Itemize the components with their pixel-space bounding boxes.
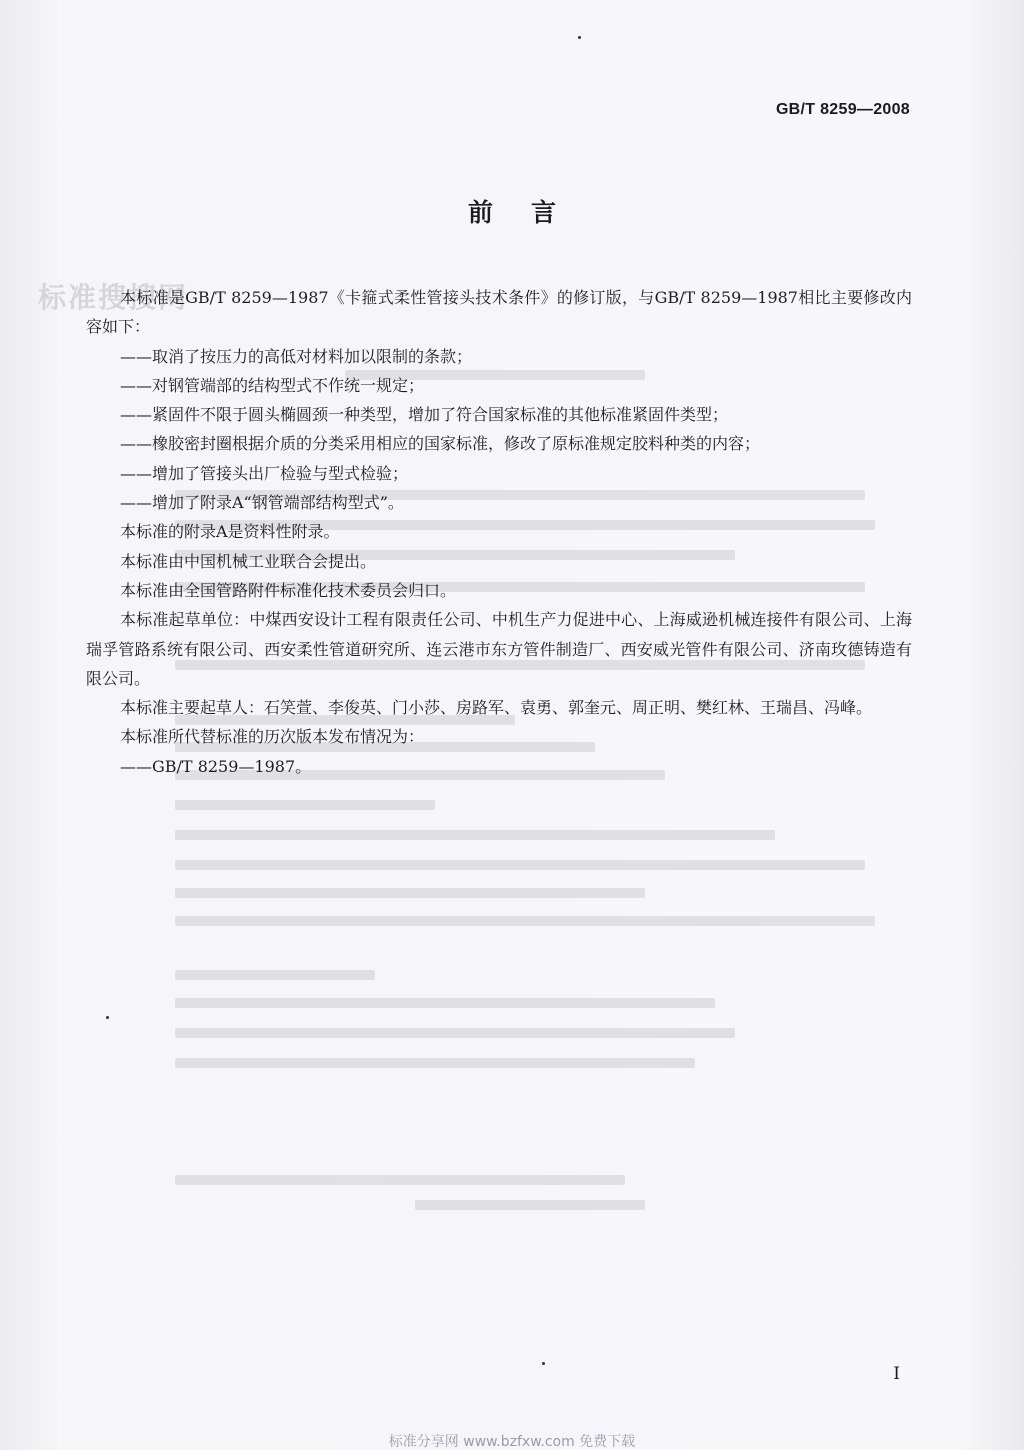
paragraph-history-intro: 本标准所代替标准的历次版本发布情况为：: [120, 727, 425, 747]
paragraph-committee: 本标准由全国管路附件标准化技术委员会归口。: [120, 580, 457, 600]
page-title: 前言: [467, 198, 594, 227]
change-item: ——取消了按压力的高低对材料加以限制的条款；: [120, 346, 473, 366]
page-number: I: [893, 1364, 900, 1384]
paragraph-intro: 本标准是GB/T 8259—1987《卡箍式柔性管接头技术条件》的修订版，与GB/T 8259—1987相比主要修改内容如下：: [86, 288, 912, 337]
change-item: ——对钢管端部的结构型式不作统一规定；: [120, 375, 425, 395]
footer-source-text: 标准分享网 www.bzfxw.com 免费下载: [388, 1434, 636, 1450]
foreword-body: [86, 283, 912, 781]
paragraph-drafting-units: 本标准起草单位：中煤西安设计工程有限责任公司、中机生产力促进中心、上海威逊机械连接件有限公司、上海瑞孚管路系统有限公司、西安柔性管道研究所、连云港市东方管件制造厂、西安威光管件有限公司、济南玫德铸造有限公司。: [86, 610, 912, 688]
standard-code: GB/T 8259—2008: [775, 101, 910, 118]
paragraph-proposer: 本标准由中国机械工业联合会提出。: [120, 551, 377, 571]
scan-speck: [578, 36, 581, 39]
change-item: ——增加了管接头出厂检验与型式检验；: [120, 463, 409, 483]
change-item: ——紧固件不限于圆头椭圆颈一种类型，增加了符合国家标准的其他标准紧固件类型；: [120, 405, 729, 425]
change-item: ——橡胶密封圈根据介质的分类采用相应的国家标准，修改了原标准规定胶料种类的内容；: [120, 434, 761, 454]
watermark-text: 标准搜搜网: [38, 281, 189, 314]
history-item: ——GB/T 8259—1987。: [120, 756, 312, 776]
change-item: ——增加了附录A“钢管端部结构型式”。: [120, 493, 404, 513]
scan-speck: [106, 1016, 109, 1019]
paragraph-drafters: 本标准主要起草人：石笑萱、李俊英、门小莎、房路军、袁勇、郭奎元、周正明、樊红林、王瑞昌、冯峰。: [120, 698, 873, 718]
scan-speck: [542, 1362, 545, 1365]
paragraph-appendix-note: 本标准的附录A是资料性附录。: [120, 522, 340, 542]
